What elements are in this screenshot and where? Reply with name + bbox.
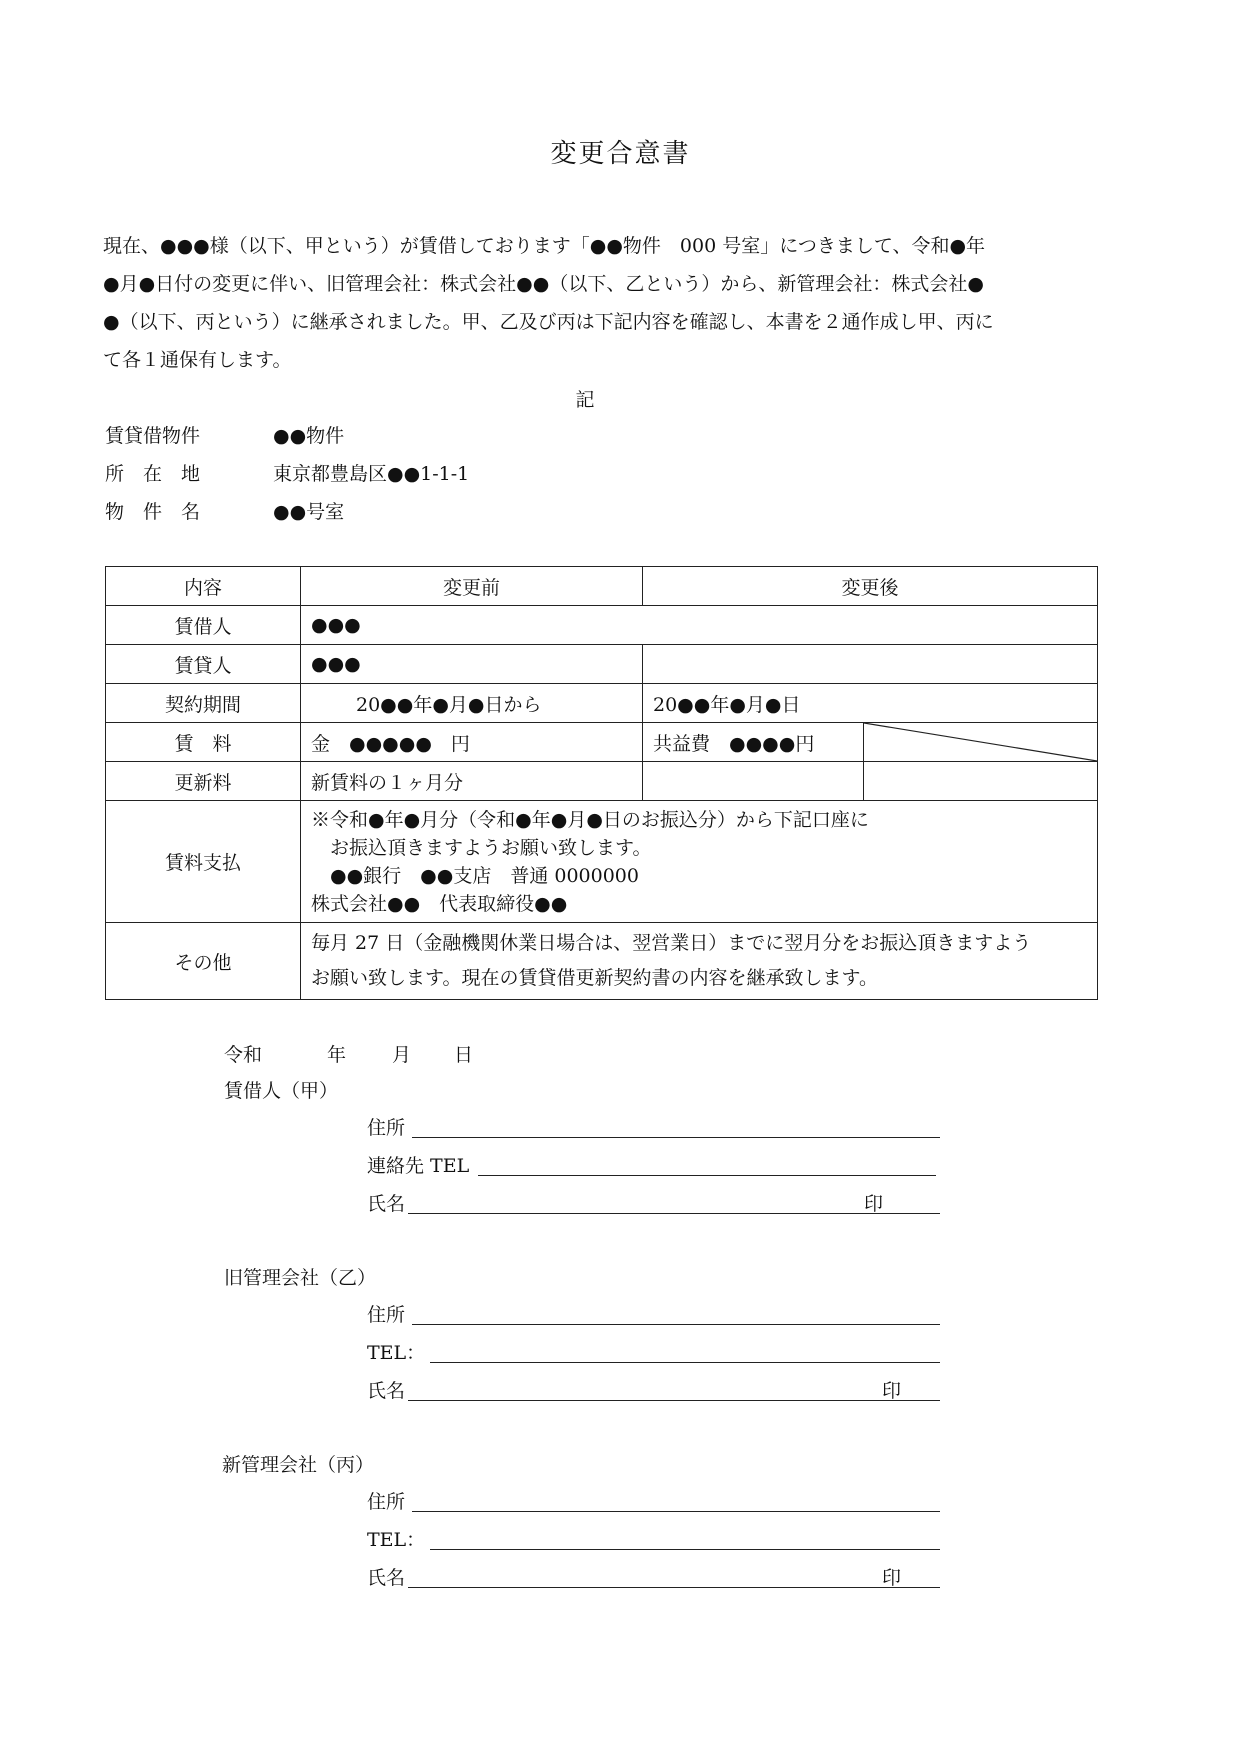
- tel-field-label: TEL：: [367, 1342, 426, 1364]
- tel-field-label: 連絡先 TEL: [367, 1155, 470, 1177]
- document-title: 変更合意書: [550, 139, 691, 169]
- seal-mark: 印: [864, 1193, 884, 1215]
- party-heading: 賃借人（甲）: [224, 1080, 339, 1102]
- intro-line: 現在、●●●様（以下、甲という）が賃借しております「●●物件 000 号室」につきまして、令和●年: [103, 235, 986, 257]
- other-label: その他: [106, 923, 301, 1000]
- address-field-line[interactable]: [412, 1511, 940, 1512]
- renewal-value: 新賃料の１ヶ月分: [301, 762, 643, 801]
- date-day: 日: [454, 1044, 474, 1066]
- tenant-label: 賃借人: [106, 606, 301, 645]
- table-row: [106, 762, 1098, 801]
- other-line: お願い致します。現在の賃貸借更新契約書の内容を継承致します。: [311, 967, 878, 989]
- name-field-line[interactable]: [408, 1400, 940, 1401]
- table-row: [106, 923, 1098, 1000]
- payment-label: 賃料支払: [106, 801, 301, 923]
- name-field-label: 氏名: [367, 1567, 406, 1589]
- payment-line: ※令和●年●月分（令和●年●月●日のお振込分）から下記口座に: [311, 808, 869, 831]
- payment-line: 株式会社●● 代表取締役●●: [311, 892, 568, 915]
- header-content: 内容: [106, 567, 301, 606]
- landlord-label: 賃貸人: [106, 645, 301, 684]
- intro-line: ●月●日付の変更に伴い、旧管理会社：株式会社●●（以下、乙という）から、新管理会社：株式会社●: [103, 273, 984, 295]
- tel-field-line[interactable]: [430, 1362, 940, 1363]
- header-after: 変更後: [643, 567, 1098, 606]
- tel-field-line[interactable]: [430, 1549, 940, 1550]
- renewal-label: 更新料: [106, 762, 301, 801]
- date-year: 年: [327, 1044, 347, 1066]
- payment-line: ●●銀行 ●●支店 普通 0000000: [311, 864, 639, 887]
- diagonal-line: [864, 723, 1097, 761]
- address-value: 東京都豊島区●●1-1-1: [273, 463, 470, 485]
- name-field-label: 氏名: [367, 1380, 406, 1402]
- address-field-label: 住所: [367, 1117, 406, 1139]
- room-value: ●●号室: [273, 501, 345, 523]
- period-label: 契約期間: [106, 684, 301, 723]
- intro-line: ●（以下、丙という）に継承されました。甲、乙及び丙は下記内容を確認し、本書を２通作成し甲、丙に: [103, 311, 994, 333]
- rent-value: 金 ●●●●● 円: [301, 723, 643, 762]
- room-label: 物 件 名: [105, 501, 201, 523]
- landlord-value: ●●●: [301, 645, 643, 684]
- address-field-line[interactable]: [412, 1324, 940, 1325]
- table-header-row: [106, 567, 1098, 606]
- renewal-after: [643, 762, 864, 801]
- diagonal-cell: [864, 723, 1098, 762]
- ki-heading: 記: [575, 389, 595, 411]
- tenant-value: ●●●: [301, 606, 1098, 645]
- property-label: 賃貸借物件: [105, 425, 201, 447]
- address-field-label: 住所: [367, 1491, 406, 1513]
- table-row: [106, 606, 1098, 645]
- party-heading: 新管理会社（丙）: [222, 1454, 375, 1476]
- period-to: 20●●年●月●日: [643, 684, 1098, 723]
- rent-label: 賃 料: [106, 723, 301, 762]
- payment-details: [301, 801, 1098, 923]
- name-field-line[interactable]: [408, 1213, 940, 1214]
- header-before: 変更前: [301, 567, 643, 606]
- landlord-after: [643, 645, 1098, 684]
- name-field-label: 氏名: [367, 1193, 406, 1215]
- address-field-line[interactable]: [412, 1137, 940, 1138]
- intro-line: て各１通保有します。: [103, 349, 292, 371]
- common-fee: 共益費 ●●●●円: [643, 723, 864, 762]
- address-field-label: 住所: [367, 1304, 406, 1326]
- table-row: [106, 645, 1098, 684]
- seal-mark: 印: [882, 1567, 902, 1589]
- renewal-extra: [864, 762, 1098, 801]
- property-value: ●●物件: [273, 425, 345, 447]
- table-row: [106, 801, 1098, 923]
- other-line: 毎月 27 日（金融機関休業日場合は、翌営業日）までに翌月分をお振込頂きますよう: [311, 932, 1032, 954]
- party-heading: 旧管理会社（乙）: [224, 1267, 377, 1289]
- tel-field-label: TEL：: [367, 1529, 426, 1551]
- table-row: [106, 723, 1098, 762]
- payment-line: お振込頂きますようお願い致します。: [311, 836, 652, 859]
- change-table: [105, 566, 1098, 1000]
- period-from: 20●●年●月●日から: [301, 684, 643, 723]
- name-field-line[interactable]: [408, 1587, 940, 1588]
- date-month: 月: [392, 1044, 412, 1066]
- tel-field-line[interactable]: [478, 1175, 936, 1176]
- address-label: 所 在 地: [105, 463, 201, 485]
- table-row: [106, 684, 1098, 723]
- date-era: 令和: [224, 1044, 263, 1066]
- seal-mark: 印: [882, 1380, 902, 1402]
- other-details: [301, 923, 1098, 1000]
